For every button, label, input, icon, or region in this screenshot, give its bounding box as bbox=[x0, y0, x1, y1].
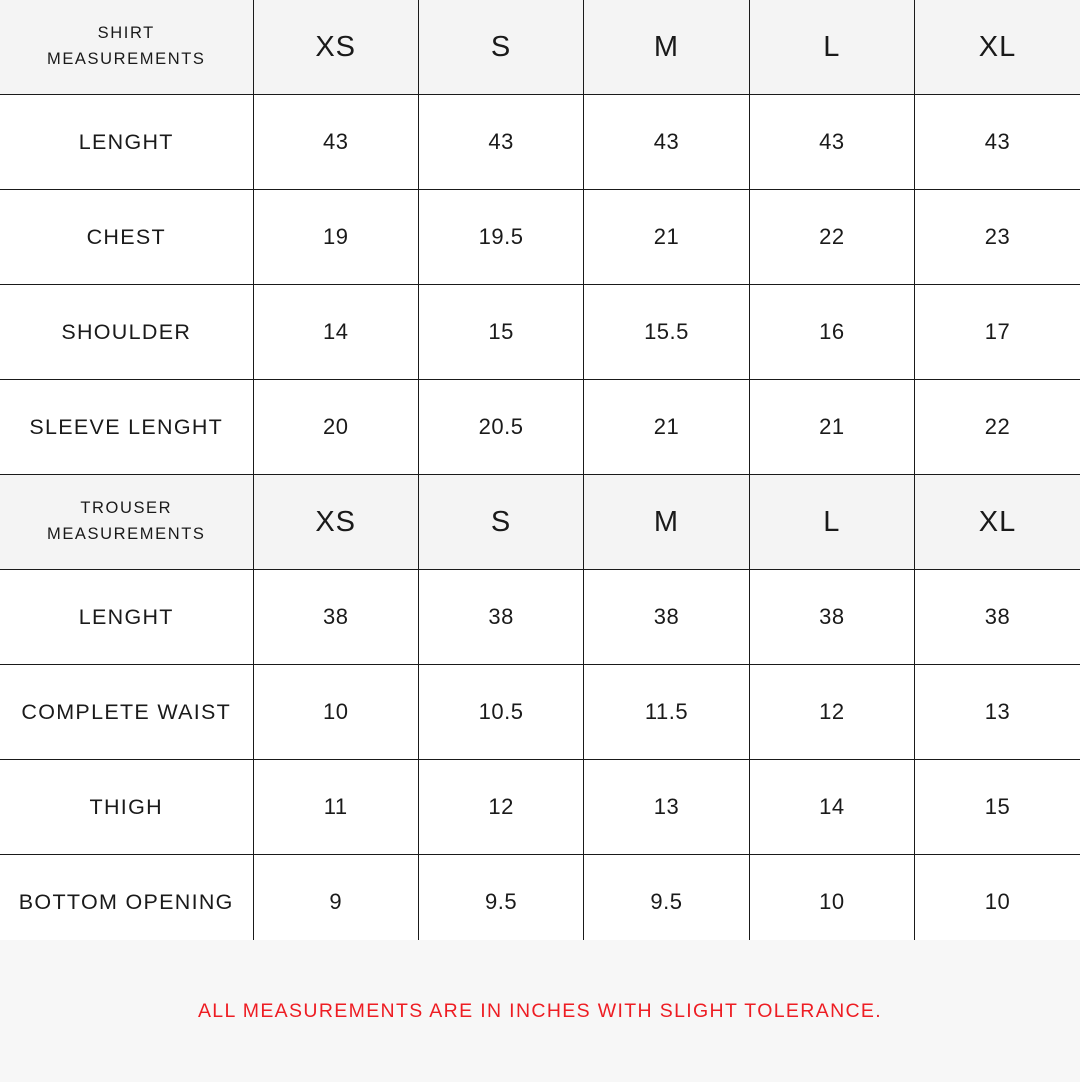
row-label: SHOULDER bbox=[0, 285, 253, 380]
measurement-note-text: ALL MEASUREMENTS ARE IN INCHES WITH SLIGHT TOLERANCE. bbox=[197, 999, 883, 1022]
table-row bbox=[0, 665, 1080, 760]
cell-value: 10 bbox=[915, 855, 1080, 950]
trouser-size-header-s: S bbox=[418, 475, 583, 570]
cell-value: 20 bbox=[253, 380, 418, 475]
cell-value: 9.5 bbox=[584, 855, 749, 950]
cell-value: 15.5 bbox=[584, 285, 749, 380]
cell-value: 19 bbox=[253, 190, 418, 285]
cell-value: 21 bbox=[584, 190, 749, 285]
row-label: CHEST bbox=[0, 190, 253, 285]
shirt-size-header-xs: XS bbox=[253, 0, 418, 95]
shirt-size-header-xl: XL bbox=[915, 0, 1080, 95]
row-label: THIGH bbox=[0, 760, 253, 855]
cell-value: 9 bbox=[253, 855, 418, 950]
cell-value: 43 bbox=[915, 95, 1080, 190]
trouser-header-label bbox=[0, 475, 253, 570]
row-label: LENGHT bbox=[0, 95, 253, 190]
cell-value: 11 bbox=[253, 760, 418, 855]
table-row bbox=[0, 855, 1080, 950]
cell-value: 23 bbox=[915, 190, 1080, 285]
cell-value: 15 bbox=[915, 760, 1080, 855]
cell-value: 9.5 bbox=[418, 855, 583, 950]
row-label: BOTTOM OPENING bbox=[0, 855, 253, 950]
cell-value: 11.5 bbox=[584, 665, 749, 760]
trouser-size-header-m: M bbox=[584, 475, 749, 570]
cell-value: 14 bbox=[749, 760, 914, 855]
row-label: SLEEVE LENGHT bbox=[0, 380, 253, 475]
table-row bbox=[0, 760, 1080, 855]
trouser-size-header-l: L bbox=[749, 475, 914, 570]
cell-value: 14 bbox=[253, 285, 418, 380]
cell-value: 21 bbox=[749, 380, 914, 475]
trouser-header-line1: TROUSER bbox=[80, 499, 173, 518]
cell-value: 10 bbox=[253, 665, 418, 760]
shirt-size-header-l: L bbox=[749, 0, 914, 95]
trouser-header-row bbox=[0, 475, 1080, 570]
cell-value: 20.5 bbox=[418, 380, 583, 475]
cell-value: 10.5 bbox=[418, 665, 583, 760]
shirt-size-header-m: M bbox=[584, 0, 749, 95]
table-row bbox=[0, 380, 1080, 475]
trouser-header-line2: MEASUREMENTS bbox=[46, 525, 206, 543]
cell-value: 12 bbox=[749, 665, 914, 760]
cell-value: 12 bbox=[418, 760, 583, 855]
measurement-note bbox=[0, 940, 1080, 1082]
shirt-size-header-s: S bbox=[418, 0, 583, 95]
row-label: LENGHT bbox=[0, 570, 253, 665]
cell-value: 17 bbox=[915, 285, 1080, 380]
cell-value: 43 bbox=[584, 95, 749, 190]
table-row bbox=[0, 190, 1080, 285]
table-row bbox=[0, 95, 1080, 190]
cell-value: 10 bbox=[749, 855, 914, 950]
table-row bbox=[0, 570, 1080, 665]
cell-value: 13 bbox=[915, 665, 1080, 760]
row-label: COMPLETE WAIST bbox=[0, 665, 253, 760]
cell-value: 22 bbox=[915, 380, 1080, 475]
shirt-header-row bbox=[0, 0, 1080, 95]
cell-value: 19.5 bbox=[418, 190, 583, 285]
cell-value: 15 bbox=[418, 285, 583, 380]
table-row bbox=[0, 285, 1080, 380]
cell-value: 43 bbox=[749, 95, 914, 190]
cell-value: 38 bbox=[915, 570, 1080, 665]
cell-value: 21 bbox=[584, 380, 749, 475]
cell-value: 38 bbox=[418, 570, 583, 665]
cell-value: 22 bbox=[749, 190, 914, 285]
shirt-header-line2: MEASUREMENTS bbox=[46, 50, 206, 68]
cell-value: 16 bbox=[749, 285, 914, 380]
trouser-size-header-xl: XL bbox=[915, 475, 1080, 570]
cell-value: 38 bbox=[253, 570, 418, 665]
trouser-size-header-xs: XS bbox=[253, 475, 418, 570]
cell-value: 38 bbox=[584, 570, 749, 665]
cell-value: 43 bbox=[418, 95, 583, 190]
cell-value: 38 bbox=[749, 570, 914, 665]
cell-value: 13 bbox=[584, 760, 749, 855]
cell-value: 43 bbox=[253, 95, 418, 190]
shirt-header-line1: SHIRT bbox=[97, 24, 155, 43]
shirt-header-label bbox=[0, 0, 253, 95]
